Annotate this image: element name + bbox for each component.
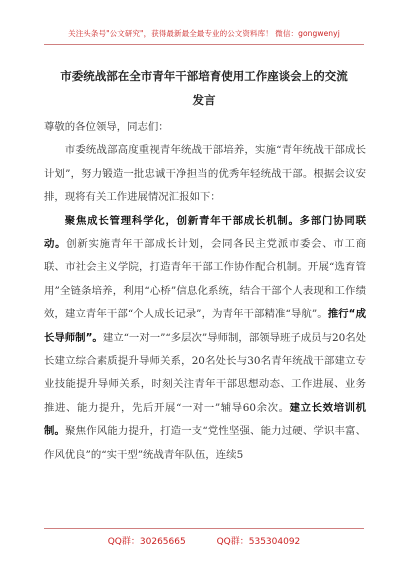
section-heading: 聚焦成长管理科学化，创新青年干部成长机制。多部门协同联动。 xyxy=(44,214,366,251)
footer-qq-group-1: QQ群：30265665 xyxy=(107,537,186,547)
document-title-line1: 市委统战部在全市青年干部培育使用工作座谈会上的交流 xyxy=(60,69,348,83)
paragraph-section-1 xyxy=(44,210,366,467)
subsection-heading-mentor: 推行“成长导师制”。 xyxy=(44,308,366,344)
salutation: 尊敬的各位领导，同志们： xyxy=(44,121,169,133)
subsection-text-training: 聚焦作风能力提升，打造一支“党性坚强、能力过硬、学识丰富、作风优良”的“实干型”统战青年队伍，连续5 xyxy=(44,425,367,461)
header-banner: 关注头条号"公文研究"，获得最新最全最专业的公文资料库！ 微信：gongwenyj xyxy=(68,29,340,38)
paragraph-intro: 市委统战部高度重视青年统战干部培养，实施“青年统战干部成长计划”，努力锻造一批忠诚干净担当的优秀年轻统战干部。根据会议安排，现将有关工作进展情况汇报如下： xyxy=(44,144,366,204)
subsection-heading-training: 建立长效培训机制。 xyxy=(44,401,367,438)
subsection-text-mentor: 建立“一对一”“多层次”导师制，部领导班子成员与20名处长建立综合素质提升导师关系，20名处长与30名青年统战干部建立专业技能提升导师关系，时刻关注青年干部思想动态、工作进展、业务推进、能力提升，先后开展“一对一”辅导60余次。 xyxy=(44,331,366,414)
document-body xyxy=(44,116,366,467)
header-divider xyxy=(44,44,364,45)
section-text: 创新实施青年干部成长计划，会同各民主党派市委会、市工商联、市社会主义学院，打造青年干部工作协作配合机制。开展“选育管用”全链条培养，利用“心桥”信息化系统，结合干部个人表现和工作绩效，建立青年干部“个人成长记录”，为青年干部精准“导航”。 xyxy=(44,238,367,321)
document-title-line2: 发言 xyxy=(192,93,216,107)
footer-qq-group-2: QQ群：535304092 xyxy=(216,537,301,547)
footer-divider xyxy=(44,528,364,529)
footer-banner xyxy=(0,534,408,547)
